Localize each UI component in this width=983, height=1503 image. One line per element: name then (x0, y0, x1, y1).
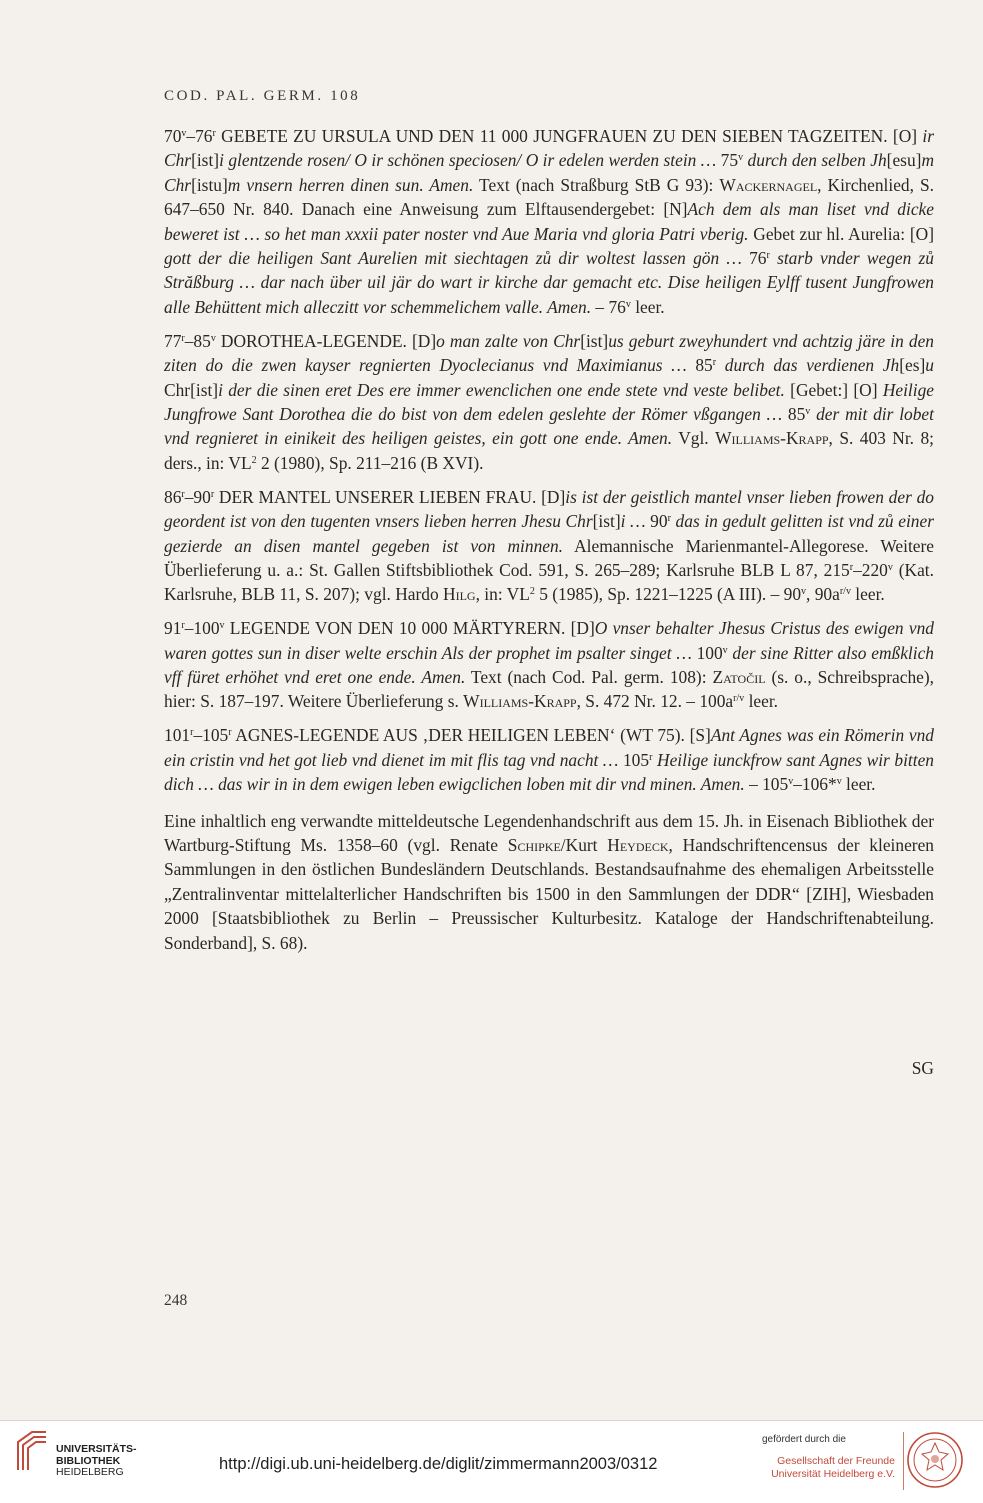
catalog-entry: 91$^r$–100$^v$ LEGENDE VON DEN 10 000 MÄRTYRERN. [D]O vnser behalter Jhesus Cristus des ewigen vnd waren gottes sun in diser welte erschin Als der prophet im psalter singet … 100$^v$ der sine Ritter also emßklich vff füret erhöhet vnd eret one ende. Amen. Text (nach Cod. Pal. germ. 108): Zatočil (s. o., Schreibsprache), hier: S. 187–197. Weitere Überlieferung s. Williams-Krapp, S. 472 Nr. 12. – $100a^{r/v}$ leer. (164, 618, 935, 712)
catalog-entry: 70$^v$–76$^r$ GEBETE ZU URSULA UND DEN 11 000 JUNGFRAUEN ZU DEN SIEBEN TAGZEITEN. [O] ir Chr[ist]i glentzende rosen/ O ir schönen speciosen/ O ir edelen werden stein … 75$^v$ durch den selben Jh[esu]m Chr[istu]m vnsern herren dinen sun. Amen. Text (nach Straßburg StB G 93): Wackernagel, Kirchenlied, S. 647–650 Nr. 840. Danach eine Anweisung zum Elftausendergebet: [N]Ach dem als man liset vnd dicke beweret ist … so het man xxxii pater noster vnd Aue Maria vnd gloria Patri vberig. Gebet zur hl. Aurelia: [O] gott der die heiligen Sant Aurelien mit siechtagen zů dir woltest lassen gön … 76$^r$ starb vnder wegen zů Străßburg … dar nach über uil jär do wart ir kirche dar gemacht etc. Dise heiligen Eylff tusent Jungfrowen alle Behüttent mich alleczitt vor schemmelichem valle. Amen. – 76$^v$ leer. (164, 126, 935, 317)
page-number: 248 (164, 1292, 188, 1309)
university-seal-icon (905, 1430, 965, 1490)
permalink-url[interactable]: http://digi.ub.uni-heidelberg.de/diglit/zimmermann2003/0312 (219, 1455, 658, 1473)
library-name (56, 1444, 137, 1479)
catalog-entry: 101$^r$–105$^r$ AGNES-LEGENDE AUS ‚DER HEILIGEN LEBEN‘ (WT 75). [S]Ant Agnes was ein Römerin vnd ein cristin vnd het got lieb vnd dienet im mit flis tag vnd nacht … 105$^r$ Heilige iunckfrow sant Agnes wir bitten dich … das wir in in dem ewigen leben ewigclichen loben mit dir vnd minen. Amen. – 105$^v$–106*$^v$ leer. (164, 725, 934, 795)
catalog-entry: 86$^r$–90$^r$ DER MANTEL UNSERER LIEBEN FRAU. [D]is ist der geistlich mantel vnser lieben frowen der do geordent ist von den tugenten vnsers lieben herren Jhesu Chr[ist]i … 90$^r$ das in gedult gelitten ist vnd zů einer gezierde an disen mantel gegeben ist von minnen. Alemannische Marienmantel-Allegorese. Weitere Überlieferung u. a.: St. Gallen Stiftsbibliothek Cod. 591, S. 265–289; Karlsruhe BLB L 87, 215$^r$–220$^v$ (Kat. Karlsruhe, BLB 11, S. 207); vgl. Hardo Hilg, in: $VL^2$ 5 (1985), Sp. 1221–1225 (A III). – 90$^v$, $90a^{r/v}$ leer. (164, 486, 935, 605)
author-initials: SG (911, 1058, 934, 1078)
footer-divider (903, 1432, 904, 1490)
catalog-entry: 77$^r$–85$^v$ DOROTHEA-LEGENDE. [D]o man zalte von Chr[ist]us geburt zweyhundert vnd achtzig järe in den ziten do die zwen kayser regnierten Dyoclecianus vnd Maximianus … 85$^r$ durch das verdienen Jh[es]u Chr[ist]i der die sinen eret Des ere immer ewenclichen one ende stete vnd veste belibet. [Gebet:] [O] Heilige Jungfrowe Sant Dorothea die do bist von dem edelen geslehte der Römer vßgangen … 85$^v$ der mit dir lobet vnd regnieret in einikeit des heiligen geistes, ein gott one ende. Amen. Vgl. Williams-Krapp, S. 403 Nr. 8; ders., in: $VL^2$ 2 (1980), Sp. 211–216 (B XVI). (164, 330, 934, 473)
running-head: COD. PAL. GERM. 108 (164, 88, 361, 104)
sponsor-name[interactable] (735, 1455, 895, 1481)
catalog-text (164, 124, 934, 955)
library-name-line-2: BIBLIOTHEK (56, 1454, 121, 1467)
library-logo-icon[interactable] (12, 1428, 48, 1472)
library-city: HEIDELBERG (56, 1466, 124, 1478)
sponsor-name-line-1: Gesellschaft der Freunde (777, 1455, 895, 1467)
sponsor-name-line-2: Universität Heidelberg e.V. (771, 1468, 895, 1480)
library-name-line-1: UNIVERSITÄTS- (56, 1443, 137, 1455)
closing-paragraph: Eine inhaltlich eng verwandte mitteldeutsche Legendenhandschrift aus dem 15. Jh. in Eisenach Bibliothek der Wartburg-Stiftung Ms. 1358–60 (vgl. Renate Schipke/Kurt Heydeck, Handschriftencensus der kleineren Sammlungen in den östlichen Bundesländern Deutschlands. Bestandsaufnahme des ehemaligen Arbeitsstelle „Zentralinventar mittelalterlicher Handschriften bis 1500 in den Sammlungen der DDR“ [ZIH], Wiesbaden 2000 [Staatsbibliothek zu Berlin – Preussischer Kulturbesitz. Kataloge der Handschriftenabteilung. Sonderband], S. 68). (164, 810, 935, 953)
funded-by-label: gefördert durch die (762, 1434, 846, 1445)
